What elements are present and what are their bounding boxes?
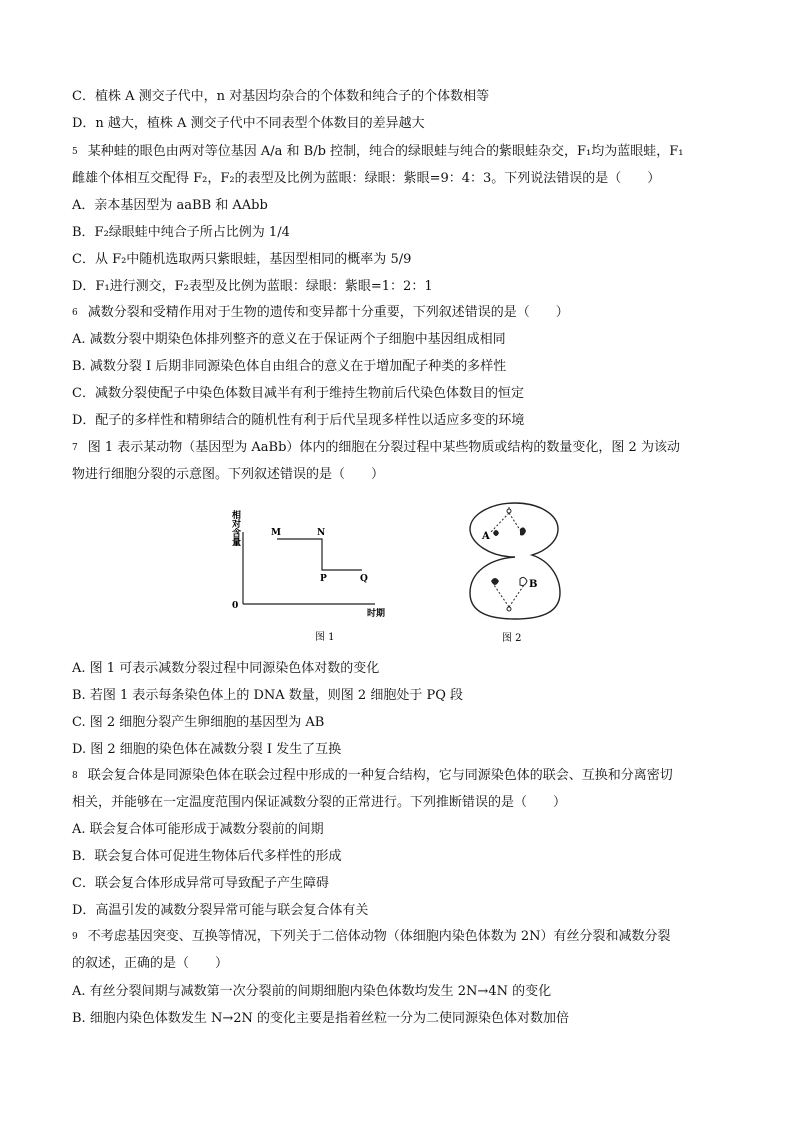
q7-option-c: C. 图 2 细胞分裂产生卵细胞的基因型为 AB xyxy=(72,715,325,730)
q7-option-a: A. 图 1 可表示减数分裂过程中同源染色体对数的变化 xyxy=(72,661,380,676)
chromosome-top-right xyxy=(520,527,526,535)
fig1-curve xyxy=(277,539,362,570)
centrosome-bottom xyxy=(507,607,511,611)
q6-option-c: C．减数分裂使配子中染色体数目减半有利于维持生物前后代染色体数目的恒定 xyxy=(72,386,524,401)
q5-option-d: D．F₁进行测交，F₂表型及比例为蓝眼：绿眼：紫眼=1：2：1 xyxy=(72,279,433,294)
q7-option-b: B. 若图 1 表示每条染色体上的 DNA 数量，则图 2 细胞处于 PQ 段 xyxy=(72,688,464,703)
fig1-xlabel: 时期 xyxy=(367,609,386,619)
question-number: 9 xyxy=(72,932,78,942)
question-5-stem-cont: 雌雄个体相互交配得 F₂，F₂的表型及比例为蓝眼：绿眼：紫眼=9：4：3。下列说法错误的是（ ） xyxy=(72,171,661,186)
fig1-point-m: M xyxy=(271,528,281,538)
question-9-text: 不考虑基因突变、互换等情况，下列关于二倍体动物（体细胞内染色体数为 2N）有丝分裂和减数分裂 xyxy=(87,929,671,944)
question-number: 8 xyxy=(72,771,78,781)
q8-option-d: D．高温引发的减数分裂异常可能与联会复合体有关 xyxy=(72,903,369,918)
question-6-text: 减数分裂和受精作用对于生物的遗传和变异都十分重要，下列叙述错误的是（ ） xyxy=(87,305,569,320)
q8-option-c: C．联会复合体形成异常可导致配子产生障碍 xyxy=(72,876,329,891)
option-d-prev: D．n 越大，植株 A 测交子代中不同表型个体数目的差异越大 xyxy=(72,116,425,131)
fig1-caption: 图 1 xyxy=(315,632,335,643)
fig1-ylabel: 相对含量 xyxy=(230,510,240,546)
option-c-prev: C．植株 A 测交子代中，n 对基因均杂合的个体数和纯合子的个体数相等 xyxy=(72,89,490,104)
label-a: A xyxy=(482,531,490,542)
question-8-stem xyxy=(72,767,734,785)
q9-option-a: A. 有丝分裂间期与减数第一次分裂前的间期细胞内染色体数均发生 2N→4N 的变化 xyxy=(72,984,552,999)
label-b: B xyxy=(529,579,538,590)
question-8-text: 联会复合体是同源染色体在联会过程中形成的一种复合结构，它与同源染色体的联会、互换和分离密切 xyxy=(87,768,673,783)
figure-1 xyxy=(225,500,395,650)
chromosome-bottom-left xyxy=(491,578,499,585)
fig1-point-n: N xyxy=(317,528,326,538)
centrosome-top xyxy=(507,509,511,513)
question-6-stem xyxy=(72,304,734,322)
chromosome-a xyxy=(493,530,499,536)
spindle-bottom xyxy=(494,585,524,607)
fig2-caption: 图 2 xyxy=(502,633,522,644)
q6-option-a: A. 减数分裂中期染色体排列整齐的意义在于保证两个子细胞中基因组成相同 xyxy=(72,332,506,347)
q5-option-c: C．从 F₂中随机选取两只紫眼蛙，基因型相同的概率为 5/9 xyxy=(72,252,412,267)
fig1-origin: 0 xyxy=(232,601,239,611)
question-5-stem xyxy=(72,143,734,161)
q6-option-d: D．配子的多样性和精卵结合的随机性有利于后代呈现多样性以适应多变的环境 xyxy=(72,413,525,428)
question-7-stem-cont: 物进行细胞分裂的示意图。下列叙述错误的是（ ） xyxy=(72,467,385,482)
q9-option-b: B. 细胞内染色体数发生 N→2N 的变化主要是指着丝粒一分为二使同源染色体对数加倍 xyxy=(72,1011,569,1026)
q8-option-a: A. 联会复合体可能形成于减数分裂前的间期 xyxy=(72,822,324,837)
q6-option-b: B. 减数分裂 Ⅰ 后期非同源染色体自由组合的意义在于增加配子种类的多样性 xyxy=(72,359,507,374)
fig1-point-q: Q xyxy=(360,574,368,584)
fig1-point-p: P xyxy=(320,574,327,584)
question-5-text: 某种蛙的眼色由两对等位基因 A/a 和 B/b 控制，纯合的绿眼蛙与纯合的紫眼蛙杂交，F₁均为蓝眼蛙，F₁ xyxy=(87,144,684,159)
question-number: 6 xyxy=(72,308,78,318)
figure-2 xyxy=(460,495,570,655)
question-number: 5 xyxy=(72,147,78,157)
spindle-top xyxy=(490,513,522,533)
q8-option-b: B．联会复合体可促进生物体后代多样性的形成 xyxy=(72,849,342,864)
question-8-stem-cont: 相关，并能够在一定温度范围内保证减数分裂的正常进行。下列推断错误的是（ ） xyxy=(72,795,567,810)
cell-outline xyxy=(470,503,560,619)
q5-option-b: B．F₂绿眼蛙中纯合子所占比例为 1/4 xyxy=(72,225,290,240)
question-number: 7 xyxy=(72,443,78,453)
question-7-stem xyxy=(72,439,734,457)
question-7-text: 图 1 表示某动物（基因型为 AaBb）体内的细胞在分裂过程中某些物质或结构的数量变化，图 2 为该动 xyxy=(87,440,680,455)
q5-option-a: A．亲本基因型为 aaBB 和 AAbb xyxy=(72,198,268,213)
chromosome-b xyxy=(520,577,527,585)
q7-option-d: D. 图 2 细胞的染色体在减数分裂 Ⅰ 发生了互换 xyxy=(72,742,342,757)
question-9-stem-cont: 的叙述，正确的是（ ） xyxy=(72,956,229,971)
question-9-stem xyxy=(72,928,734,946)
